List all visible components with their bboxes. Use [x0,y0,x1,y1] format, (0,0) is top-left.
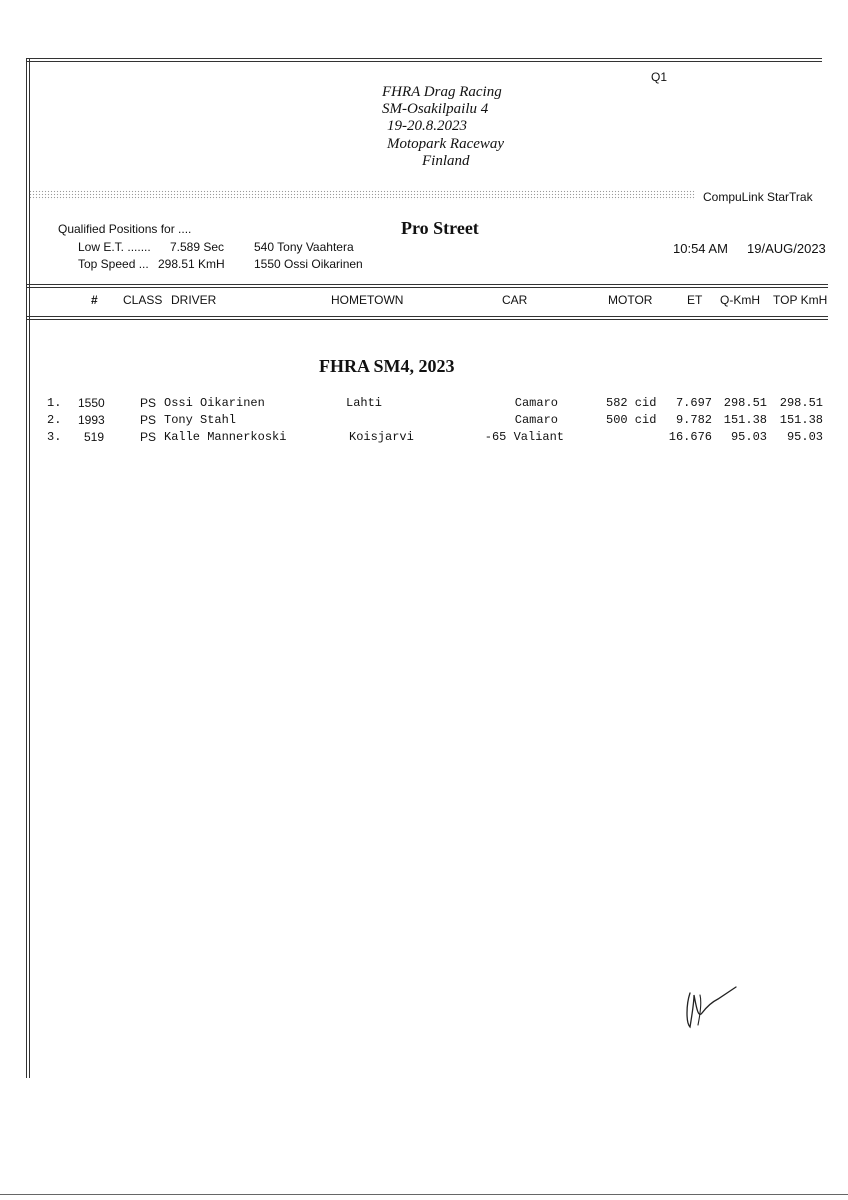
row-class: PS [140,413,157,427]
col-num: # [91,293,98,307]
signature-mark [680,975,750,1040]
session-label: Q1 [651,70,668,84]
row-pos: 3. [47,430,62,444]
col-class: CLASS [123,293,163,307]
system-label: CompuLink StarTrak [703,190,813,204]
row-class: PS [140,430,157,444]
event-line-5: Finland [422,153,470,169]
col-topkmh: TOP KmH [773,293,828,307]
row-driver: Kalle Mannerkoski [164,430,287,444]
col-car: CAR [502,293,528,307]
col-qkmh: Q-KmH [720,293,760,307]
qualified-label: Qualified Positions for .... [58,222,192,236]
row-car: -65 Valiant [484,430,564,444]
page-bottom-line [0,1194,848,1195]
divider-columns-inner [26,319,828,320]
divider-header-inner [26,287,828,288]
row-qkmh: 298.51 [723,396,767,410]
row-motor: 582 cid [606,396,657,410]
report-date: 19/AUG/2023 [747,241,826,256]
section-title: FHRA SM4, 2023 [319,356,455,376]
row-num: 1550 [78,396,105,410]
left-border-inner [29,58,30,1078]
row-motor: 500 cid [606,413,657,427]
row-driver: Ossi Oikarinen [164,396,265,410]
row-et: 16.676 [668,430,712,444]
row-qkmh: 151.38 [723,413,767,427]
table-row [0,396,848,413]
top-border-inner [26,61,822,62]
row-car: Camaro [514,413,558,427]
divider-header [26,284,828,285]
row-topkmh: 151.38 [779,413,823,427]
low-et-value: 7.589 Sec [170,240,225,254]
top-speed-holder: 1550 Ossi Oikarinen [254,257,363,271]
event-line-2: SM-Osakilpailu 4 [382,101,489,117]
event-line-3: 19-20.8.2023 [387,118,467,134]
low-et-holder: 540 Tony Vaahtera [254,240,354,254]
left-border [26,58,27,1078]
top-speed-value: 298.51 KmH [158,257,225,271]
col-et: ET [687,293,703,307]
row-driver: Tony Stahl [164,413,237,427]
top-border [26,58,822,59]
row-et: 9.782 [675,413,712,427]
low-et-label: Low E.T. ....... [78,240,151,254]
row-class: PS [140,396,157,410]
class-title: Pro Street [401,218,479,238]
table-row [0,430,848,447]
top-speed-label: Top Speed ... [78,257,149,271]
row-et: 7.697 [675,396,712,410]
table-row [0,413,848,430]
row-pos: 2. [47,413,62,427]
row-qkmh: 95.03 [730,430,767,444]
dotted-band [29,190,695,200]
event-line-1: FHRA Drag Racing [382,84,502,100]
row-car: Camaro [514,396,558,410]
row-pos: 1. [47,396,62,410]
col-hometown: HOMETOWN [331,293,404,307]
row-hometown: Lahti [346,396,383,410]
row-num: 519 [84,430,105,444]
row-topkmh: 298.51 [779,396,823,410]
col-driver: DRIVER [171,293,217,307]
divider-columns [26,316,828,317]
row-hometown: Koisjarvi [349,430,414,444]
report-time: 10:54 AM [673,241,728,256]
row-topkmh: 95.03 [786,430,823,444]
row-num: 1993 [78,413,105,427]
col-motor: MOTOR [608,293,653,307]
event-line-4: Motopark Raceway [387,136,505,152]
